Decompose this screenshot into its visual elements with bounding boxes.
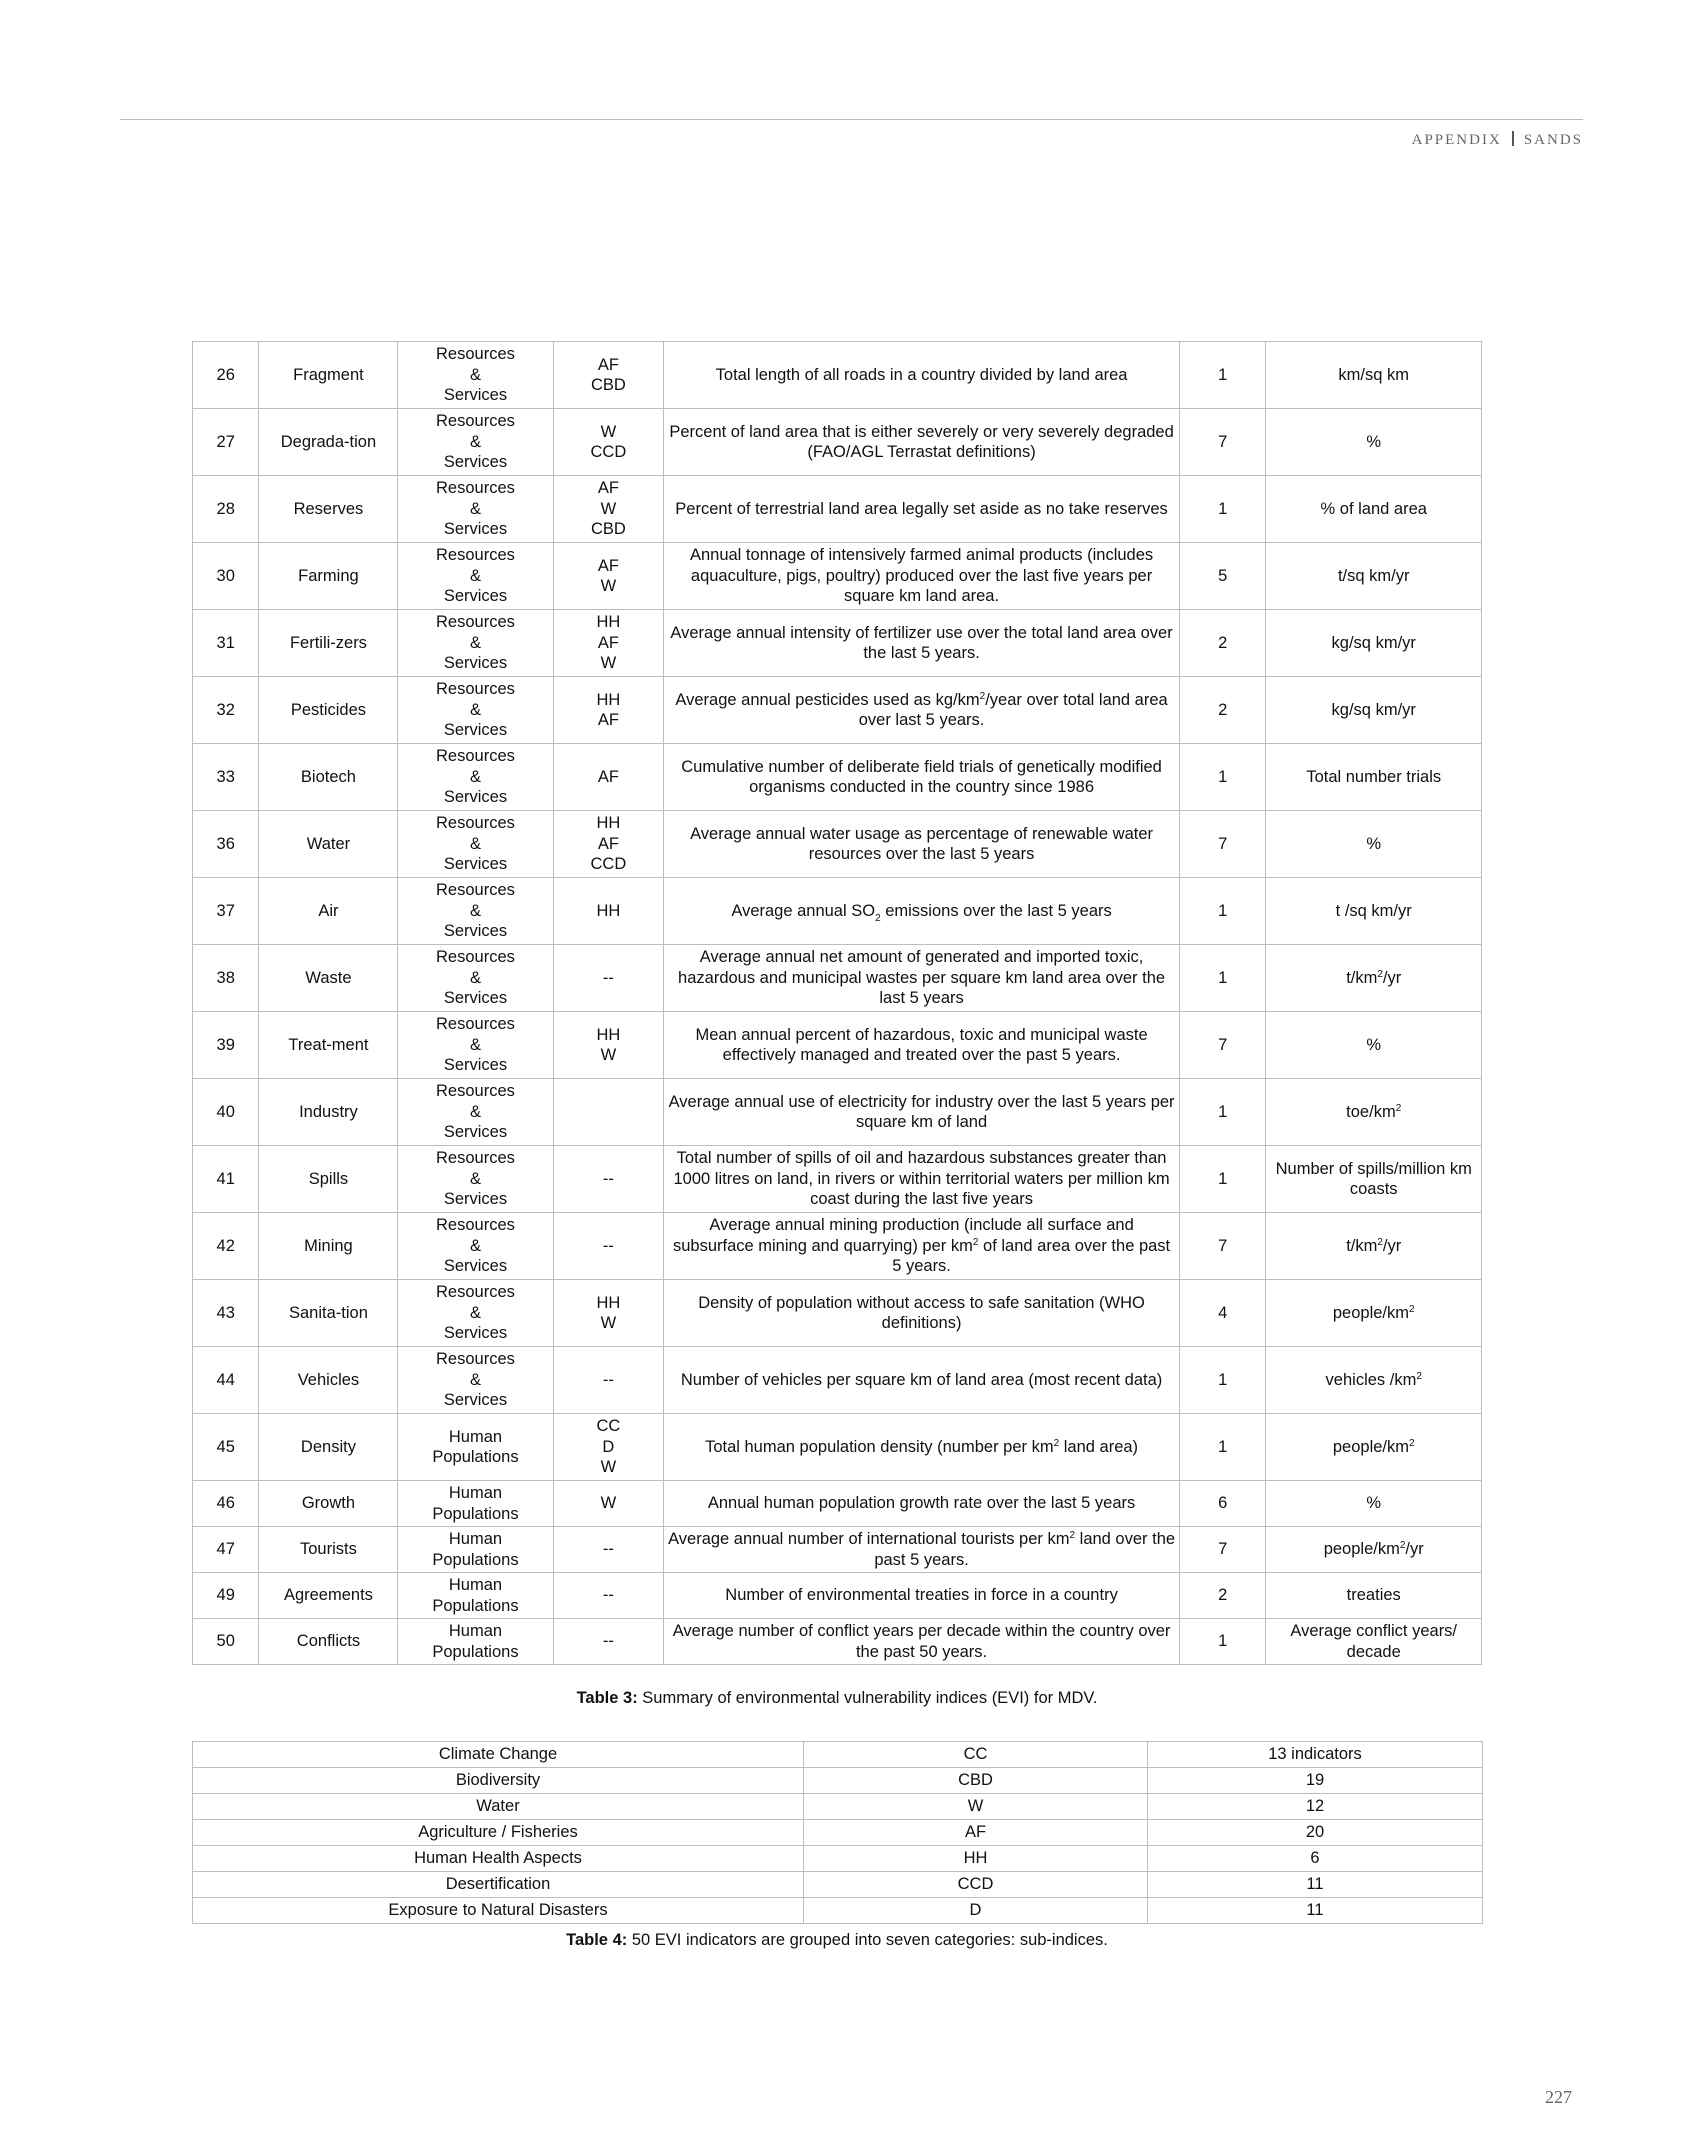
indicator-subindex: -- (553, 1347, 664, 1414)
table-row (193, 1213, 1482, 1280)
indicator-name: Degrada-tion (259, 409, 398, 476)
subindex-code: D (804, 1898, 1148, 1924)
indicator-name: Water (259, 811, 398, 878)
indicator-unit-text: people/km (1332, 1303, 1410, 1322)
indicator-description: Average annual use of electricity for industry over the last 5 years per square km of land (664, 1079, 1180, 1146)
indicator-description-text-end: emissions over the last 5 years (880, 901, 1112, 920)
table-row (193, 1794, 1483, 1820)
indicator-unit-text: vehicles /km (1325, 1370, 1417, 1389)
table-row (193, 1619, 1482, 1665)
indicator-category: Resources & Services (398, 677, 553, 744)
indicator-weight: 1 (1179, 342, 1266, 409)
indicator-unit-text-end: /yr (1382, 968, 1402, 987)
indicator-name: Reserves (259, 476, 398, 543)
indicator-number: 46 (193, 1481, 259, 1527)
indicator-number: 30 (193, 543, 259, 610)
table-row (193, 945, 1482, 1012)
indicator-name: Fertili-zers (259, 610, 398, 677)
indicator-unit (1266, 1527, 1482, 1573)
indicator-weight: 5 (1179, 543, 1266, 610)
indicator-name: Conflicts (259, 1619, 398, 1665)
indicator-unit: km/sq km (1266, 342, 1482, 409)
indicator-number: 36 (193, 811, 259, 878)
indicator-number: 45 (193, 1414, 259, 1481)
indicator-name: Pesticides (259, 677, 398, 744)
indicator-number: 27 (193, 409, 259, 476)
indicator-description-supscript: 2 (1069, 1530, 1076, 1541)
indicator-description-text: Average annual pesticides used as kg/km (675, 690, 980, 709)
indicator-name: Spills (259, 1146, 398, 1213)
indicator-unit-supscript: 2 (1377, 968, 1383, 980)
indicator-unit-supscript: 2 (1416, 1370, 1422, 1382)
indicator-weight: 1 (1179, 1146, 1266, 1213)
indicator-number: 44 (193, 1347, 259, 1414)
indicator-unit: % (1266, 811, 1482, 878)
indicator-name: Air (259, 878, 398, 945)
table-row (193, 1146, 1482, 1213)
indicator-description-text: Average annual number of international tourists per km (668, 1530, 1070, 1548)
indicator-subindex (553, 1079, 664, 1146)
indicator-category: Resources & Services (398, 1146, 553, 1213)
indicator-category: Resources & Services (398, 811, 553, 878)
indicator-category: Human Populations (398, 1527, 553, 1573)
table-row (193, 1768, 1483, 1794)
indicator-unit: % (1266, 1481, 1482, 1527)
indicator-unit: kg/sq km/yr (1266, 610, 1482, 677)
indicator-unit-supscript: 2 (1409, 1303, 1415, 1315)
indicator-category: Resources & Services (398, 610, 553, 677)
indicator-weight: 6 (1179, 1481, 1266, 1527)
subindex-count: 12 (1148, 1794, 1483, 1820)
indicator-description: Average annual water usage as percentage of renewable water resources over the last 5 years (664, 811, 1180, 878)
indicator-weight: 7 (1179, 811, 1266, 878)
subindex-count: 11 (1148, 1898, 1483, 1924)
indicator-subindex: AF W (553, 543, 664, 610)
indicator-description: Number of environmental treaties in force in a country (664, 1573, 1180, 1619)
indicator-unit (1266, 1347, 1482, 1414)
indicator-category: Resources & Services (398, 945, 553, 1012)
indicator-name: Treat-ment (259, 1012, 398, 1079)
indicator-number: 43 (193, 1280, 259, 1347)
indicator-unit-text: t/km (1346, 968, 1378, 987)
subindex-category: Biodiversity (193, 1768, 804, 1794)
subindex-code: HH (804, 1846, 1148, 1872)
indicator-subindex: -- (553, 1619, 664, 1665)
indicator-name: Biotech (259, 744, 398, 811)
indicator-unit: kg/sq km/yr (1266, 677, 1482, 744)
indicator-category: Resources & Services (398, 1213, 553, 1280)
indicator-name: Agreements (259, 1573, 398, 1619)
indicator-weight: 1 (1179, 945, 1266, 1012)
indicator-subindex: -- (553, 1146, 664, 1213)
indicator-category: Resources & Services (398, 409, 553, 476)
indicator-number: 41 (193, 1146, 259, 1213)
indicator-subindex: AF CBD (553, 342, 664, 409)
header-rule (120, 119, 1583, 120)
table-row (193, 1846, 1483, 1872)
subindex-count: 13 indicators (1148, 1742, 1483, 1768)
subindex-code: CCD (804, 1872, 1148, 1898)
indicator-weight: 2 (1179, 1573, 1266, 1619)
indicator-unit: t/sq km/yr (1266, 543, 1482, 610)
indicator-category: Resources & Services (398, 744, 553, 811)
indicator-category: Resources & Services (398, 1079, 553, 1146)
indicator-weight: 1 (1179, 1079, 1266, 1146)
indicator-name: Farming (259, 543, 398, 610)
indicator-description (664, 878, 1180, 945)
indicator-category: Resources & Services (398, 1347, 553, 1414)
indicator-number: 47 (193, 1527, 259, 1573)
indicator-description: Percent of terrestrial land area legally set aside as no take reserves (664, 476, 1180, 543)
indicator-unit-text: people/km (1323, 1540, 1400, 1559)
indicator-name: Mining (259, 1213, 398, 1280)
table-row (193, 1742, 1483, 1768)
indicator-number: 49 (193, 1573, 259, 1619)
indicator-number: 37 (193, 878, 259, 945)
indicator-description: Average annual intensity of fertilizer use over the total land area over the last 5 years. (664, 610, 1180, 677)
indicator-description-text-end: land over the past 5 years. (874, 1530, 1176, 1569)
indicator-description-text-end: land area) (1059, 1437, 1139, 1456)
indicator-subindex: W CCD (553, 409, 664, 476)
header-chapter: SANDS (1523, 132, 1583, 148)
indicator-weight: 1 (1179, 1414, 1266, 1481)
indicator-name: Fragment (259, 342, 398, 409)
indicator-subindex: HH W (553, 1012, 664, 1079)
indicator-description-subscript: 2 (875, 912, 881, 924)
indicator-subindex: HH W (553, 1280, 664, 1347)
indicator-description: Total length of all roads in a country divided by land area (664, 342, 1180, 409)
indicator-subindex: -- (553, 945, 664, 1012)
indicator-description-text: Average annual SO (731, 901, 876, 920)
table-row (193, 811, 1482, 878)
table-row (193, 476, 1482, 543)
indicator-description (664, 1527, 1180, 1573)
indicator-number: 31 (193, 610, 259, 677)
page-number: 227 (1545, 2087, 1572, 2107)
indicator-unit-supscript: 2 (1409, 1437, 1415, 1449)
indicator-unit: Average conflict years/ decade (1266, 1619, 1482, 1665)
indicator-weight: 7 (1179, 1012, 1266, 1079)
indicator-subindex: -- (553, 1573, 664, 1619)
subindex-category: Water (193, 1794, 804, 1820)
subindex-table (192, 1741, 1483, 1924)
indicator-weight: 7 (1179, 409, 1266, 476)
indicator-number: 50 (193, 1619, 259, 1665)
indicator-description-text: Average annual mining production (include all surface and subsurface mining and quarrying) per km (672, 1216, 1134, 1255)
indicator-unit-text-end: /yr (1405, 1540, 1424, 1559)
table-row (193, 1414, 1482, 1481)
subindex-count: 11 (1148, 1872, 1483, 1898)
indicator-description-text-end: of land area over the past 5 years. (892, 1236, 1171, 1276)
table3-caption (192, 1689, 1482, 1708)
indicator-unit: % (1266, 409, 1482, 476)
indicator-subindex: HH (553, 878, 664, 945)
table-row (193, 1898, 1483, 1924)
indicator-description: Average annual net amount of generated and imported toxic, hazardous and municipal wastes per square km land area over the last 5 years (664, 945, 1180, 1012)
subindex-code: CBD (804, 1768, 1148, 1794)
indicator-unit: treaties (1266, 1573, 1482, 1619)
indicator-description-supscript: 2 (972, 1236, 979, 1248)
indicator-category: Resources & Services (398, 342, 553, 409)
indicator-unit-supscript: 2 (1395, 1102, 1402, 1114)
indicator-subindex: AF W CBD (553, 476, 664, 543)
indicator-name: Vehicles (259, 1347, 398, 1414)
indicator-weight: 1 (1179, 878, 1266, 945)
indicator-number: 33 (193, 744, 259, 811)
table-row (193, 342, 1482, 409)
indicator-category: Resources & Services (398, 476, 553, 543)
indicator-number: 39 (193, 1012, 259, 1079)
indicator-number: 28 (193, 476, 259, 543)
table-row (193, 878, 1482, 945)
subindex-code: AF (804, 1820, 1148, 1846)
indicator-category: Human Populations (398, 1573, 553, 1619)
indicator-description-text: Total human population density (number per km (705, 1437, 1054, 1456)
indicator-category: Resources & Services (398, 1012, 553, 1079)
indicator-subindex: -- (553, 1213, 664, 1280)
indicator-category: Resources & Services (398, 543, 553, 610)
indicator-unit: t /sq km/yr (1266, 878, 1482, 945)
table-row (193, 744, 1482, 811)
indicator-subindex: HH AF CCD (553, 811, 664, 878)
indicator-description (664, 1213, 1180, 1280)
indicator-unit-text: toe/km (1346, 1102, 1396, 1121)
indicator-name: Industry (259, 1079, 398, 1146)
indicator-subindex: W (553, 1481, 664, 1527)
evi-indicator-table (192, 341, 1482, 1665)
indicator-unit: % of land area (1266, 476, 1482, 543)
indicator-weight: 4 (1179, 1280, 1266, 1347)
indicator-unit: Total number trials (1266, 744, 1482, 811)
indicator-number: 26 (193, 342, 259, 409)
indicator-weight: 7 (1179, 1527, 1266, 1573)
indicator-description (664, 1414, 1180, 1481)
indicator-number: 40 (193, 1079, 259, 1146)
indicator-name: Density (259, 1414, 398, 1481)
indicator-unit (1266, 1280, 1482, 1347)
table-row (193, 1079, 1482, 1146)
subindex-category: Agriculture / Fisheries (193, 1820, 804, 1846)
table-row (193, 1573, 1482, 1619)
indicator-unit-supscript: 2 (1377, 1236, 1383, 1248)
subindex-count: 6 (1148, 1846, 1483, 1872)
indicator-description: Total number of spills of oil and hazardous substances greater than 1000 litres on land, in rivers or within territorial waters per million km coast during the last five years (664, 1146, 1180, 1213)
table-row (193, 677, 1482, 744)
subindex-code: W (804, 1794, 1148, 1820)
indicator-subindex: AF (553, 744, 664, 811)
indicator-number: 42 (193, 1213, 259, 1280)
subindex-count: 19 (1148, 1768, 1483, 1794)
header-separator (1512, 131, 1514, 146)
indicator-name: Growth (259, 1481, 398, 1527)
indicator-unit (1266, 1414, 1482, 1481)
indicator-description-supscript: 2 (979, 690, 986, 702)
indicator-unit (1266, 1213, 1482, 1280)
indicator-name: Sanita-tion (259, 1280, 398, 1347)
indicator-unit: % (1266, 1012, 1482, 1079)
indicator-description: Percent of land area that is either severely or very severely degraded (FAO/AGL Terrastat definitions) (664, 409, 1180, 476)
table-row (193, 1012, 1482, 1079)
indicator-category: Resources & Services (398, 1280, 553, 1347)
subindex-category: Exposure to Natural Disasters (193, 1898, 804, 1924)
indicator-name: Waste (259, 945, 398, 1012)
subindex-category: Desertification (193, 1872, 804, 1898)
indicator-unit-text-end: /yr (1382, 1236, 1402, 1255)
indicator-name: Tourists (259, 1527, 398, 1573)
table3-caption-label: Table 3: (576, 1689, 638, 1707)
table4-caption-text: 50 EVI indicators are grouped into seven categories: sub-indices. (627, 1931, 1108, 1949)
table3-caption-text: Summary of environmental vulnerability indices (EVI) for MDV. (637, 1689, 1098, 1707)
indicator-number: 38 (193, 945, 259, 1012)
table-row (193, 1820, 1483, 1846)
running-header (1412, 131, 1583, 149)
indicator-unit-supscript: 2 (1399, 1540, 1406, 1552)
indicator-unit-text: people/km (1332, 1437, 1410, 1456)
indicator-description: Annual tonnage of intensively farmed animal products (includes aquaculture, pigs, poultry) produced over the last five years per square km land area. (664, 543, 1180, 610)
indicator-subindex: HH AF W (553, 610, 664, 677)
indicator-description: Average number of conflict years per decade within the country over the past 50 years. (664, 1619, 1180, 1665)
indicator-weight: 2 (1179, 677, 1266, 744)
table4-caption (192, 1931, 1482, 1950)
indicator-description: Density of population without access to safe sanitation (WHO definitions) (664, 1280, 1180, 1347)
table-row (193, 1872, 1483, 1898)
indicator-description-text-end: /year over total land area over last 5 years. (858, 690, 1168, 729)
subindex-category: Human Health Aspects (193, 1846, 804, 1872)
indicator-category: Human Populations (398, 1481, 553, 1527)
subindex-category: Climate Change (193, 1742, 804, 1768)
indicator-unit (1266, 945, 1482, 1012)
indicator-subindex: CC D W (553, 1414, 664, 1481)
indicator-description: Annual human population growth rate over the last 5 years (664, 1481, 1180, 1527)
indicator-weight: 7 (1179, 1213, 1266, 1280)
indicator-subindex: HH AF (553, 677, 664, 744)
indicator-subindex: -- (553, 1527, 664, 1573)
table-row (193, 1527, 1482, 1573)
table-row (193, 1481, 1482, 1527)
table-row (193, 543, 1482, 610)
table-row (193, 610, 1482, 677)
indicator-weight: 2 (1179, 610, 1266, 677)
indicator-number: 32 (193, 677, 259, 744)
indicator-description-supscript: 2 (1053, 1437, 1060, 1449)
indicator-weight: 1 (1179, 476, 1266, 543)
indicator-category: Human Populations (398, 1619, 553, 1665)
table-row (193, 1280, 1482, 1347)
subindex-count: 20 (1148, 1820, 1483, 1846)
table4-caption-label: Table 4: (566, 1931, 628, 1949)
indicator-description (664, 677, 1180, 744)
indicator-unit (1266, 1079, 1482, 1146)
indicator-category: Human Populations (398, 1414, 553, 1481)
indicator-unit-text: t/km (1346, 1236, 1378, 1255)
subindex-code: CC (804, 1742, 1148, 1768)
table-row (193, 1347, 1482, 1414)
indicator-description: Mean annual percent of hazardous, toxic and municipal waste effectively managed and treated over the past 5 years. (664, 1012, 1180, 1079)
indicator-weight: 1 (1179, 1619, 1266, 1665)
header-section: APPENDIX (1411, 132, 1502, 148)
indicator-description: Number of vehicles per square km of land area (most recent data) (664, 1347, 1180, 1414)
indicator-weight: 1 (1179, 744, 1266, 811)
indicator-description: Cumulative number of deliberate field trials of genetically modified organisms conducted in the country since 1986 (664, 744, 1180, 811)
indicator-unit: Number of spills/million km coasts (1266, 1146, 1482, 1213)
indicator-weight: 1 (1179, 1347, 1266, 1414)
table-row (193, 409, 1482, 476)
indicator-category: Resources & Services (398, 878, 553, 945)
